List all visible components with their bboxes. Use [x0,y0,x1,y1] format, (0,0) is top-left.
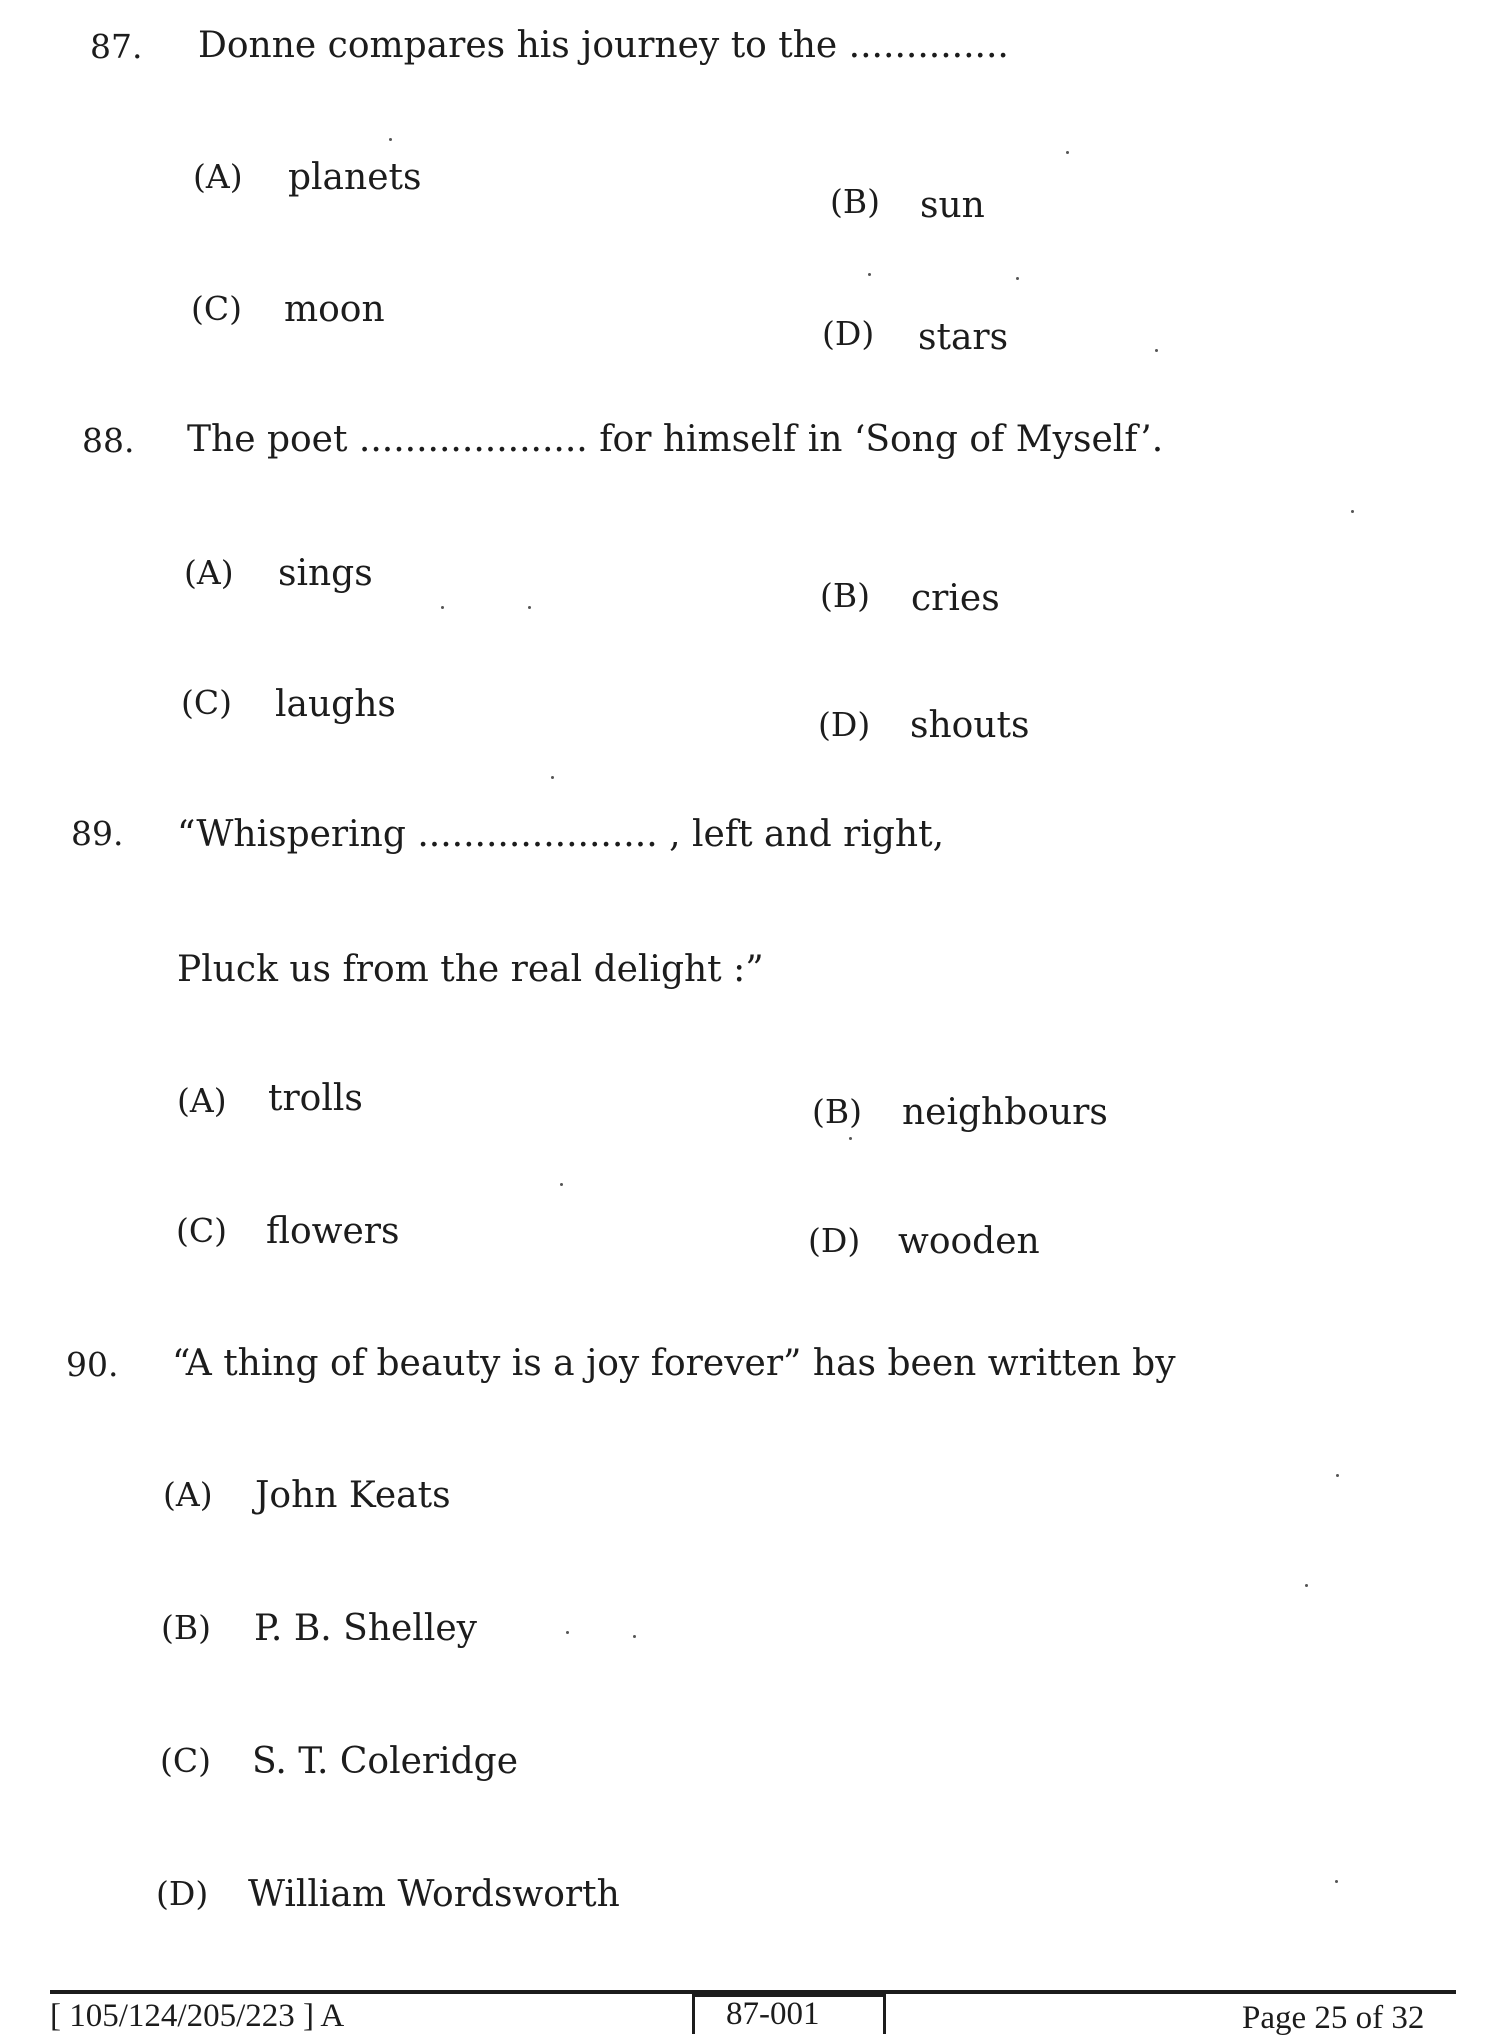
option-letter: (A) [163,1475,213,1514]
option-letter: (C) [181,683,232,722]
question-text: The poet .................... for himself in ‘Song of Myself’. [187,419,1164,460]
speck [441,606,444,609]
footer-page-number: Page 25 of 32 [1242,2000,1425,2036]
option-text: John Keats [255,1475,451,1516]
option-text: sings [278,553,373,594]
speck [551,776,554,779]
option-text: cries [911,578,1000,619]
option-letter: (A) [177,1081,227,1120]
speck [389,138,392,141]
speck [633,1635,636,1638]
option-letter: (B) [161,1608,211,1647]
option-letter: (C) [176,1211,227,1250]
question-text-line1: “Whispering ..................... , left and right, [177,814,945,855]
question-number: 87. [90,27,143,66]
option-letter: (C) [160,1741,211,1780]
option-text: laughs [275,684,396,725]
option-letter: (D) [156,1874,209,1913]
option-text: trolls [268,1078,363,1119]
option-letter: (D) [822,314,875,353]
option-text: S. T. Coleridge [252,1741,519,1782]
option-text: neighbours [902,1092,1108,1133]
question-text: “A thing of beauty is a joy forever” has been written by [172,1343,1176,1384]
option-text: sun [920,185,985,226]
option-letter: (A) [184,553,234,592]
option-text: planets [288,157,422,198]
speck [1066,151,1069,154]
option-letter: (D) [808,1221,861,1260]
option-text: wooden [898,1221,1040,1262]
question-number: 88. [82,421,135,460]
footer-paper-code: [ 105/124/205/223 ] A [50,1998,345,2034]
option-text: stars [918,317,1009,358]
question-number: 90. [66,1345,119,1384]
speck [1351,510,1354,513]
footer-booklet-code: 87-001 [726,1996,820,2032]
speck [868,273,871,276]
question-text: Donne compares his journey to the .............. [198,25,1009,66]
speck [1305,1584,1308,1587]
question-text-line2: Pluck us from the real delight :” [177,949,764,990]
speck [560,1183,563,1186]
option-text: moon [284,289,385,330]
option-text: flowers [266,1211,400,1252]
speck [528,606,531,609]
speck [1336,1474,1339,1477]
option-letter: (B) [820,576,870,615]
speck [849,1137,852,1140]
option-letter: (C) [191,289,242,328]
speck [1155,349,1158,352]
option-text: P. B. Shelley [254,1608,477,1649]
option-letter: (B) [812,1092,862,1131]
option-letter: (B) [830,182,880,221]
option-letter: (A) [193,157,243,196]
speck [1335,1880,1338,1883]
option-letter: (D) [818,705,871,744]
speck [1016,277,1019,280]
speck [566,1631,569,1634]
option-text: shouts [910,705,1030,746]
option-text: William Wordsworth [248,1874,620,1915]
question-number: 89. [71,814,124,853]
